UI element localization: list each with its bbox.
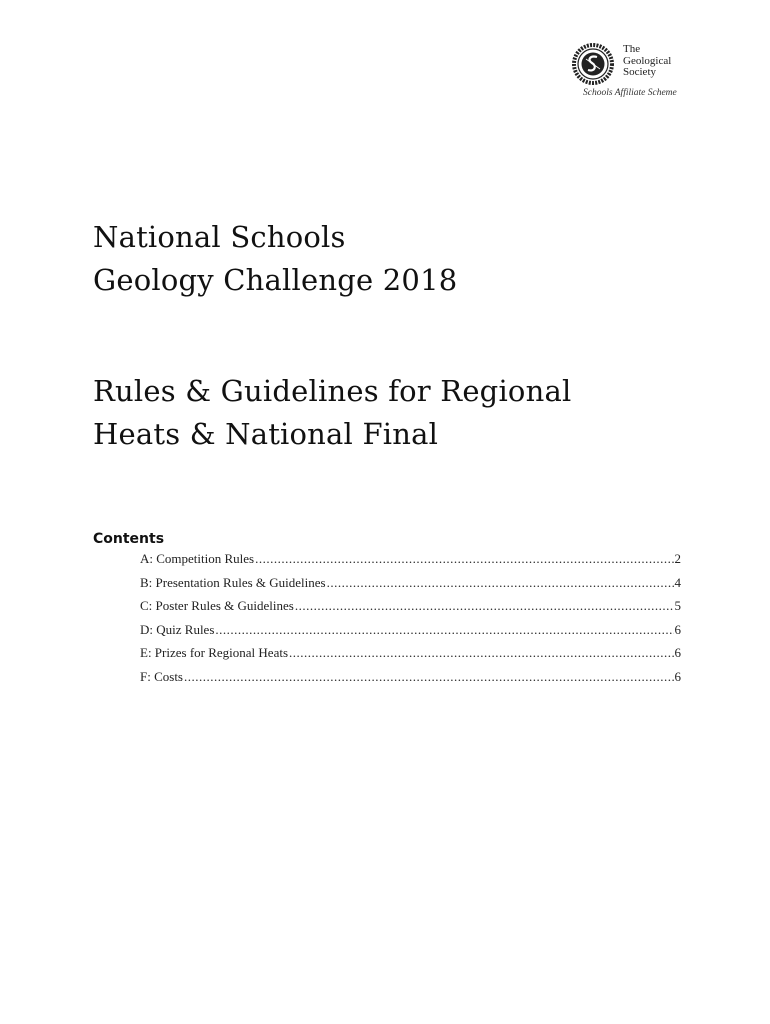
- toc-entry[interactable]: [140, 551, 681, 575]
- toc-dot-leader: [215, 622, 673, 638]
- logo-name-line: Geological: [623, 54, 672, 67]
- logo-tagline: Schools Affiliate Scheme: [583, 88, 677, 98]
- logo-name: [623, 44, 671, 79]
- toc-entry-label[interactable]: D: Quiz Rules: [140, 621, 215, 637]
- geological-society-logo: [566, 40, 696, 100]
- toc-entry[interactable]: [140, 575, 681, 599]
- toc-entry[interactable]: [140, 598, 681, 622]
- toc-entry-label[interactable]: A: Competition Rules: [140, 551, 255, 566]
- toc-entry-page[interactable]: 6: [674, 621, 681, 637]
- document-title-line: National Schools: [93, 220, 346, 254]
- document-subtitle-line: Rules & Guidelines for Regional: [93, 374, 572, 408]
- toc-entry-label[interactable]: C: Poster Rules & Guidelines: [140, 598, 294, 613]
- toc-entry-page[interactable]: 2: [674, 551, 681, 566]
- document-title: [93, 216, 457, 302]
- toc-dot-leader: [289, 645, 673, 661]
- toc-entry-page[interactable]: 6: [674, 668, 681, 684]
- toc-entry-label[interactable]: F: Costs: [140, 668, 183, 684]
- document-subtitle-line: Heats & National Final: [93, 417, 439, 451]
- document-title-line: Geology Challenge 2018: [93, 263, 458, 297]
- toc-dot-leader: [295, 598, 674, 614]
- toc-entry[interactable]: [140, 669, 681, 693]
- toc-dot-leader: [255, 551, 673, 567]
- toc-entry-page[interactable]: 5: [674, 598, 681, 613]
- toc-entry-page[interactable]: 6: [674, 645, 681, 660]
- logo-name-line: The: [623, 43, 641, 55]
- toc-entry[interactable]: [140, 645, 681, 669]
- toc-entry-label[interactable]: B: Presentation Rules & Guidelines: [140, 574, 326, 590]
- toc-entry-page[interactable]: 4: [674, 574, 681, 590]
- toc-entry-label[interactable]: E: Prizes for Regional Heats: [140, 645, 289, 660]
- toc-dot-leader: [327, 575, 674, 591]
- contents-heading: Contents: [93, 531, 165, 547]
- toc-dot-leader: [184, 669, 674, 685]
- toc-entry[interactable]: [140, 622, 681, 646]
- document-subtitle: [93, 370, 571, 456]
- table-of-contents: [140, 551, 681, 692]
- geological-society-seal-icon: [568, 42, 618, 86]
- logo-name-line: Society: [623, 66, 656, 78]
